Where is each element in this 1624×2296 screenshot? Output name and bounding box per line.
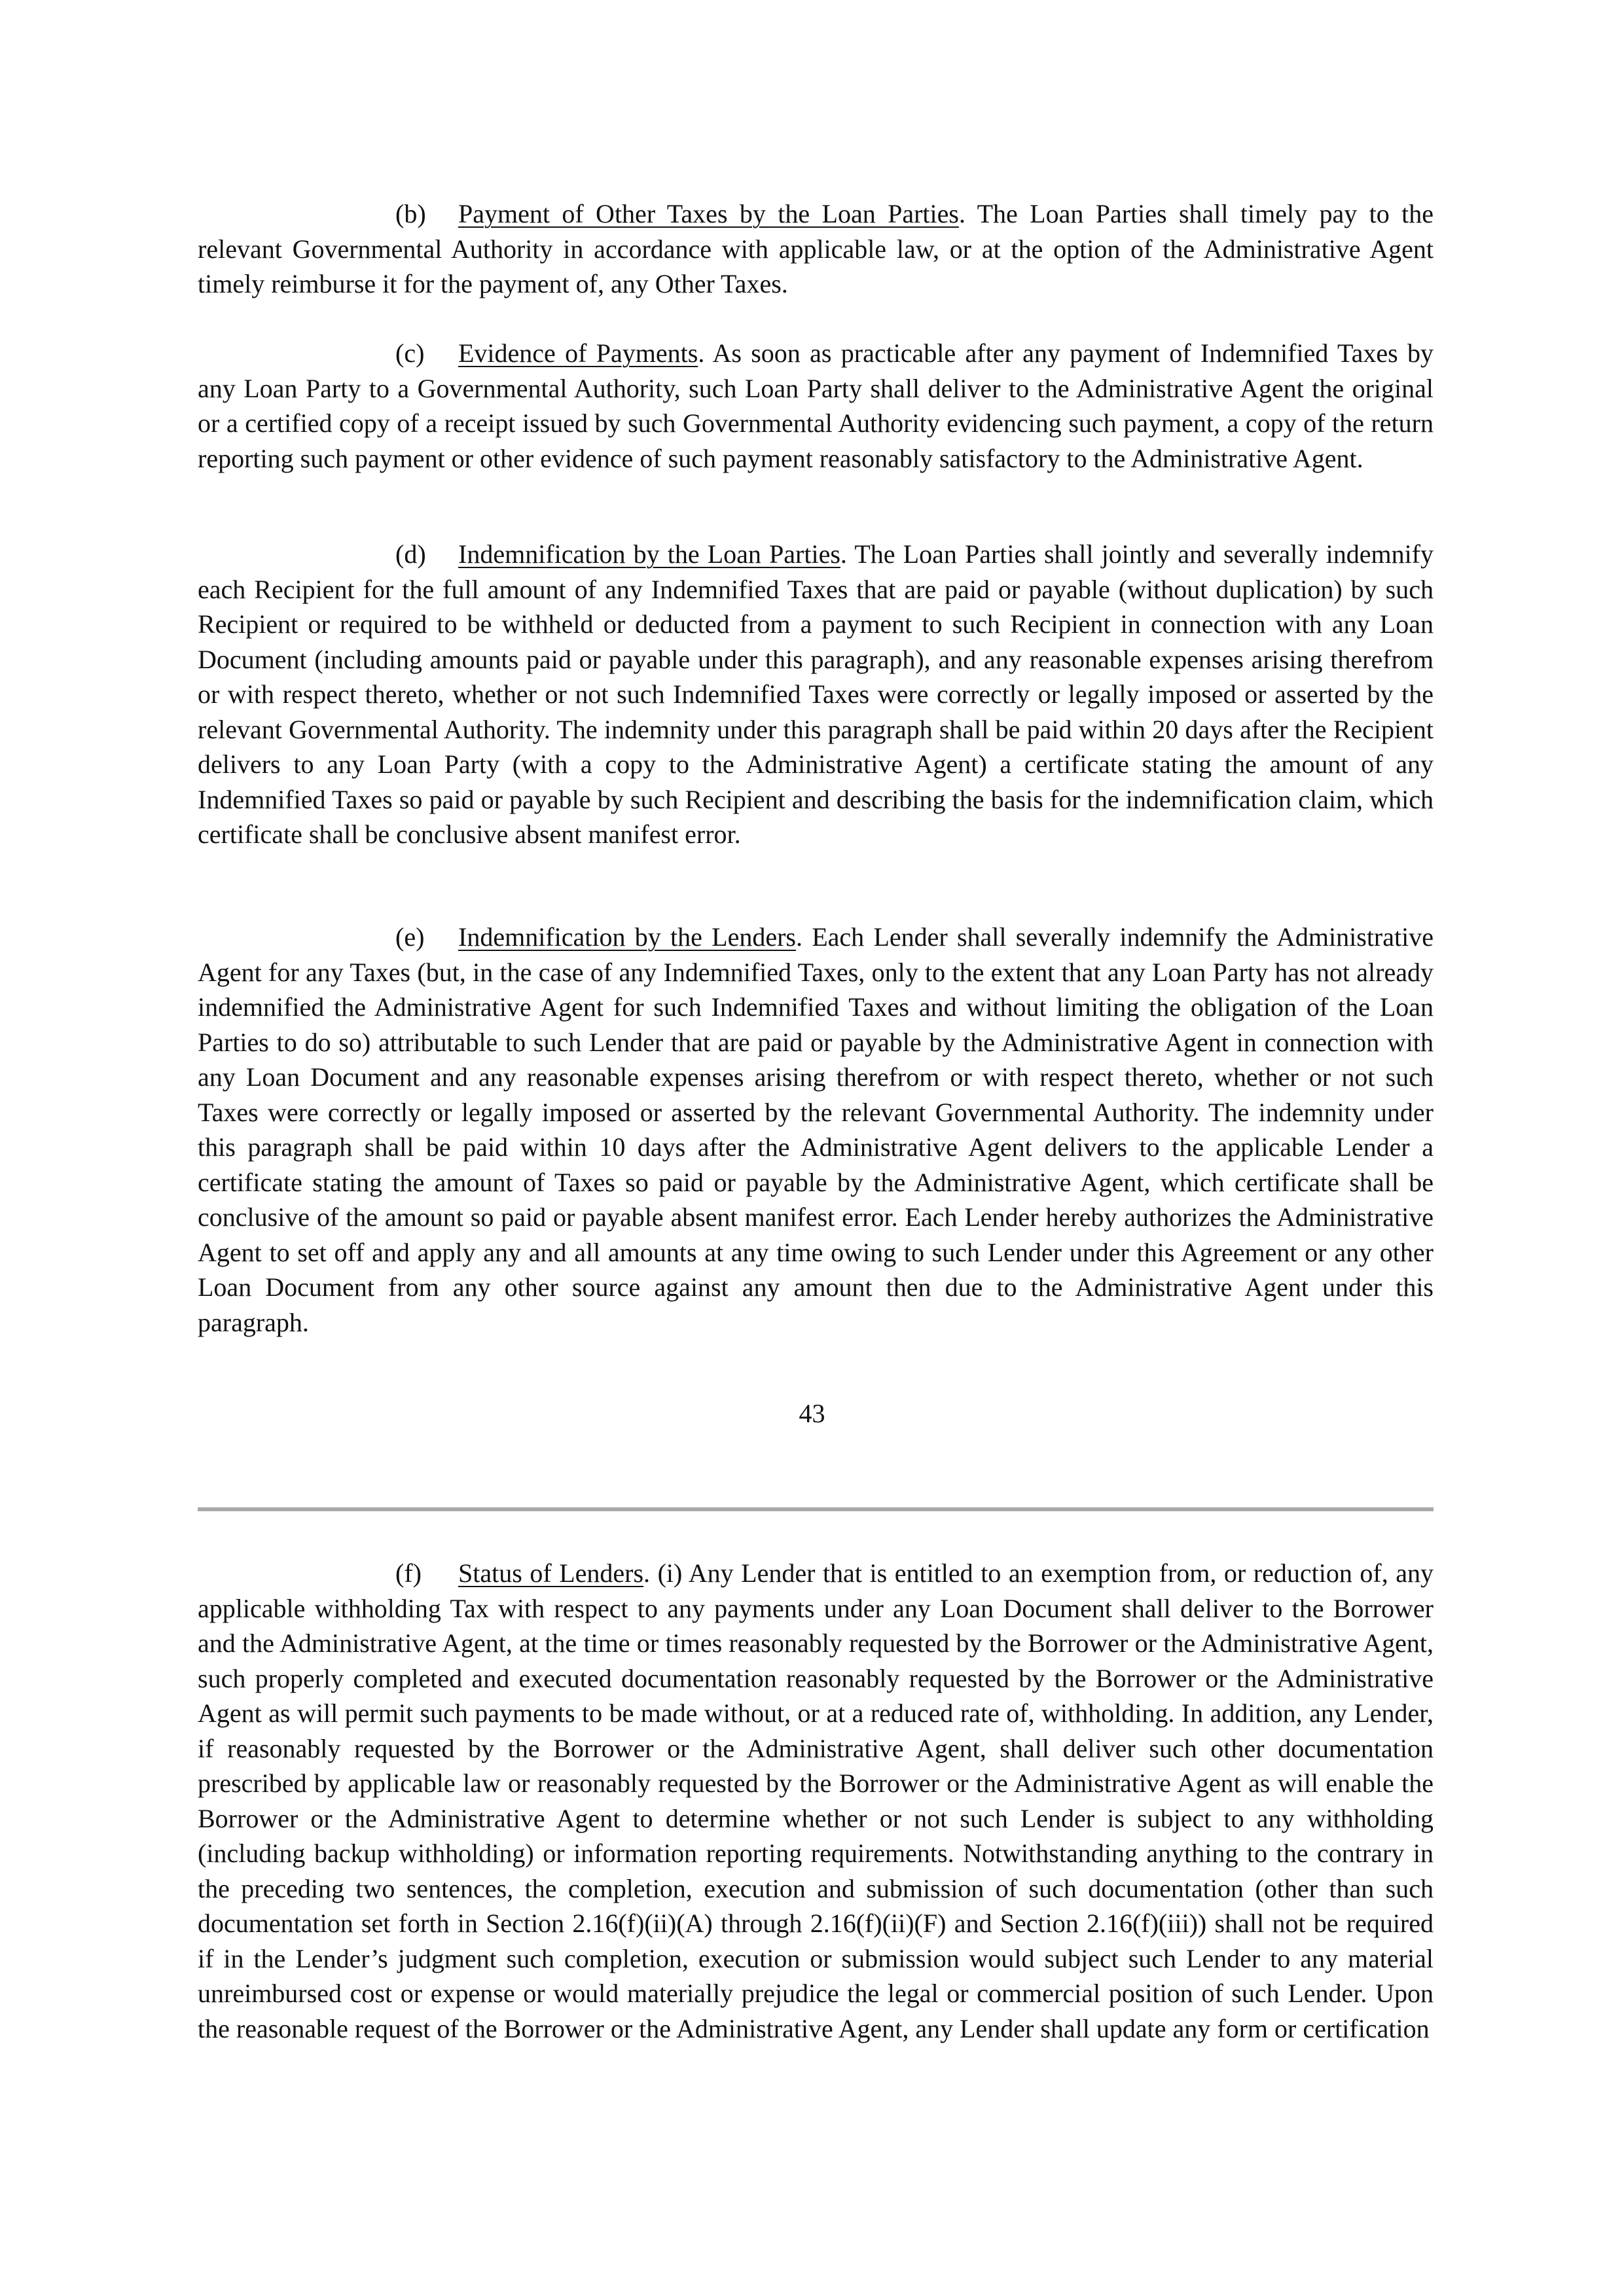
- paragraph-e: [198, 920, 1434, 1340]
- paragraph-text: . The Loan Parties shall timely pay to the relevant Governmental Authority in accordance with applicable law, or at the option of the Administrative Agent timely reimburse it for the payment of, any Other Taxes.: [198, 199, 1434, 298]
- paragraph-label: (f): [395, 1558, 422, 1588]
- paragraph-heading: Evidence of Payments: [458, 338, 698, 368]
- paragraph-f: [198, 1556, 1434, 2046]
- paragraph-text: . Each Lender shall severally indemnify the Administrative Agent for any Taxes (but, in the case of any Indemnified Taxes, only to the extent that any Loan Party has not already indemnified the Administrative Agent for such Indemnified Taxes and without limiting the obligation of the Loan Parties to do so) attributable to such Lender that are paid or payable by the Administrative Agent in connection with any Loan Document and any reasonable expenses arising therefrom or with respect thereto, whether or not such Taxes were correctly or legally imposed or asserted by the relevant Governmental Authority. The indemnity under this paragraph shall be paid within 10 days after the Administrative Agent delivers to the applicable Lender a certificate stating the amount of Taxes so paid or payable by the Administrative Agent, which certificate shall be conclusive of the amount so paid or payable absent manifest error. Each Lender hereby authorizes the Administrative Agent to set off and apply any and all amounts at any time owing to such Lender under this Agreement or any other Loan Document from any other source against any amount then due to the Administrative Agent under this paragraph.: [198, 922, 1434, 1337]
- paragraph-text: . As soon as practicable after any payment of Indemnified Taxes by any Loan Party to a Governmental Authority, such Loan Party shall deliver to the Administrative Agent the original or a certified copy of a receipt issued by such Governmental Authority evidencing such payment, a copy of the return reporting such payment or other evidence of such payment reasonably satisfactory to the Administrative Agent.: [198, 338, 1434, 473]
- paragraph-heading: Status of Lenders: [458, 1558, 644, 1588]
- paragraph-c: [198, 336, 1434, 476]
- paragraph-d: [198, 537, 1434, 852]
- paragraph-label: (e): [395, 922, 425, 952]
- paragraph-heading: Payment of Other Taxes by the Loan Parties: [458, 199, 959, 228]
- paragraph-heading: Indemnification by the Loan Parties: [458, 539, 840, 569]
- paragraph-label: (b): [395, 199, 426, 228]
- page-divider: [198, 1507, 1434, 1511]
- paragraph-heading: Indemnification by the Lenders: [458, 922, 796, 952]
- page-number: 43: [799, 1399, 825, 1428]
- paragraph-label: (c): [395, 338, 425, 368]
- paragraph-label: (d): [395, 539, 426, 569]
- paragraph-text: . (i) Any Lender that is entitled to an exemption from, or reduction of, any applicable withholding Tax with respect to any payments under any Loan Document shall deliver to the Borrower and the Administrative Agent, at the time or times reasonably requested by the Borrower or the Administrative Agent, such properly completed and executed documentation reasonably requested by the Borrower or the Administrative Agent as will permit such payments to be made without, or at a reduced rate of, withholding. In addition, any Lender, if reasonably requested by the Borrower or the Administrative Agent, shall deliver such other documentation prescribed by applicable law or reasonably requested by the Borrower or the Administrative Agent as will enable the Borrower or the Administrative Agent to determine whether or not such Lender is subject to any withholding (including backup withholding) or information reporting requirements. Notwithstanding anything to the contrary in the preceding two sentences, the completion, execution and submission of such documentation (other than such documentation set forth in Section 2.16(f)(ii)(A) through 2.16(f)(ii)(F) and Section 2.16(f)(iii)) shall not be required if in the Lender’s judgment such completion, execution or submission would subject such Lender to any material unreimbursed cost or expense or would materially prejudice the legal or commercial position of such Lender. Upon the reasonable request of the Borrower or the Administrative Agent, any Lender shall update any form or certification: [198, 1558, 1434, 2043]
- paragraph-text: . The Loan Parties shall jointly and severally indemnify each Recipient for the full amount of any Indemnified Taxes that are paid or payable (without duplication) by such Recipient or required to be withheld or deducted from a payment to such Recipient in connection with any Loan Document (including amounts paid or payable under this paragraph), and any reasonable expenses arising therefrom or with respect thereto, whether or not such Indemnified Taxes were correctly or legally imposed or asserted by the relevant Governmental Authority. The indemnity under this paragraph shall be paid within 20 days after the Recipient delivers to any Loan Party (with a copy to the Administrative Agent) a certificate stating the amount of any Indemnified Taxes so paid or payable by such Recipient and describing the basis for the indemnification claim, which certificate shall be conclusive absent manifest error.: [198, 539, 1434, 849]
- paragraph-b: [198, 196, 1434, 302]
